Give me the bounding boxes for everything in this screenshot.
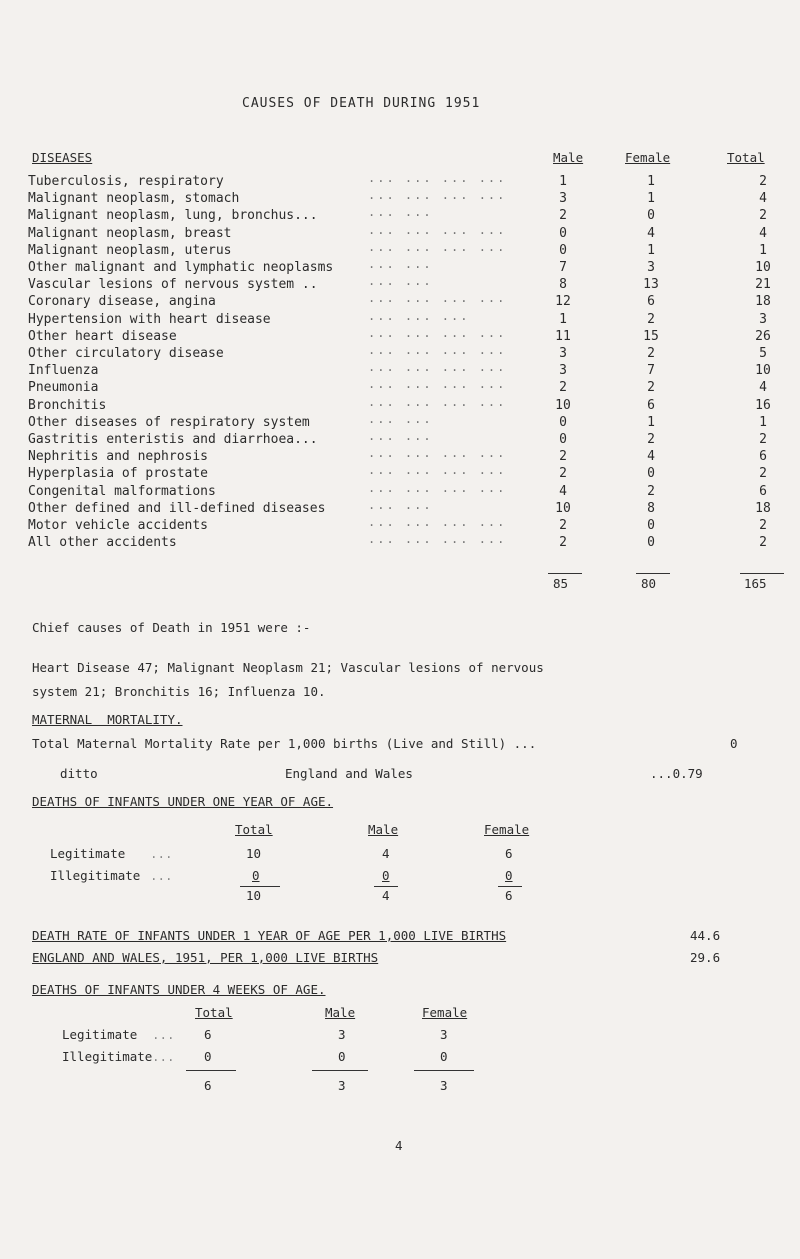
disease-total-count: 4 xyxy=(759,380,767,396)
infants-year-illegit-dots: ... xyxy=(150,868,173,883)
disease-label: Other diseases of respiratory system xyxy=(28,414,310,430)
disease-label: Nephritis and nephrosis xyxy=(28,449,209,465)
disease-female-count: 4 xyxy=(647,225,655,241)
disease-total-count: 16 xyxy=(755,397,771,413)
infants-4weeks-illegit-total: 0 xyxy=(204,1049,212,1064)
infants-year-sum-total: 10 xyxy=(246,888,262,903)
infants-4weeks-sum-male: 3 xyxy=(338,1078,346,1093)
disease-male-count: 3 xyxy=(559,346,567,361)
disease-female-count: 4 xyxy=(647,449,655,465)
disease-female-count: 2 xyxy=(647,432,655,447)
leader-dots: ... ... ... ... xyxy=(368,446,507,461)
disease-female-count: 0 xyxy=(647,535,655,551)
maternal-value-1: 0 xyxy=(730,736,738,751)
chief-line-1: Heart Disease 47; Malignant Neoplasm 21; Vascular lesions of nervous xyxy=(32,660,544,675)
disease-female-count: 15 xyxy=(643,328,659,344)
disease-label: Influenza xyxy=(28,363,99,379)
disease-male-count: 2 xyxy=(559,466,567,482)
leader-dots: ... ... ... ... xyxy=(368,532,507,547)
leader-dots: ... ... ... ... xyxy=(368,222,507,237)
disease-female-count: 2 xyxy=(647,311,655,327)
infants-4weeks-illegit-label: Illegitimate xyxy=(62,1049,153,1064)
infants-4weeks-sum-total: 6 xyxy=(204,1078,212,1093)
disease-male-count: 12 xyxy=(555,294,571,310)
infants-year-female-rule xyxy=(498,886,522,887)
disease-label: Other heart disease xyxy=(28,328,177,344)
disease-total-count: 6 xyxy=(759,483,767,499)
leader-dots: ... ... ... ... xyxy=(368,291,507,306)
infants-4weeks-legit-male: 3 xyxy=(338,1027,346,1042)
disease-male-count: 1 xyxy=(559,174,567,189)
infants-year-legit-male: 4 xyxy=(382,846,390,861)
infants-year-male-rule xyxy=(374,886,398,887)
disease-total-count: 4 xyxy=(759,225,767,241)
death-rate-line-1: DEATH RATE OF INFANTS UNDER 1 YEAR OF AGE PER 1,000 LIVE BIRTHS xyxy=(32,928,507,943)
leader-dots: ... ... ... ... xyxy=(368,325,507,340)
disease-label: Vascular lesions of nervous system .. xyxy=(28,277,318,293)
disease-female-count: 1 xyxy=(647,191,655,207)
diseases-header: DISEASES xyxy=(32,150,93,165)
infants-4weeks-female-rule xyxy=(414,1070,474,1071)
disease-label: Malignant neoplasm, lung, bronchus... xyxy=(28,208,318,224)
male-header: Male xyxy=(553,150,584,165)
disease-label: Pneumonia xyxy=(28,380,99,396)
infants-4weeks-legit-label: Legitimate xyxy=(62,1027,138,1042)
infants-4weeks-illegit-female: 0 xyxy=(440,1049,448,1064)
disease-label: Malignant neoplasm, uterus xyxy=(28,242,232,258)
disease-label: Hyperplasia of prostate xyxy=(28,466,209,482)
infants-4weeks-heading: DEATHS OF INFANTS UNDER 4 WEEKS OF AGE. xyxy=(32,982,326,997)
infants-4weeks-legit-dots: ... xyxy=(152,1027,175,1042)
disease-total-count: 3 xyxy=(759,311,767,327)
disease-total-count: 6 xyxy=(759,449,767,465)
disease-male-count: 0 xyxy=(559,242,567,258)
infants-year-illegit-female: 0 xyxy=(505,868,513,883)
disease-male-count: 2 xyxy=(559,518,567,533)
disease-female-count: 2 xyxy=(647,346,655,361)
disease-total-count: 18 xyxy=(755,500,771,516)
disease-female-count: 6 xyxy=(647,294,655,310)
infants-year-col-total: Total xyxy=(235,822,273,837)
disease-label: Other malignant and lymphatic neoplasms xyxy=(28,260,334,275)
infants-4weeks-col-female: Female xyxy=(422,1005,468,1020)
disease-label: Other defined and ill-defined diseases xyxy=(28,500,326,516)
disease-female-count: 1 xyxy=(647,242,655,258)
disease-label: Other circulatory disease xyxy=(28,346,224,361)
infants-year-heading: DEATHS OF INFANTS UNDER ONE YEAR OF AGE. xyxy=(32,794,334,809)
disease-male-count: 3 xyxy=(559,191,567,207)
infants-4weeks-male-rule xyxy=(312,1070,368,1071)
total-total-rule xyxy=(740,573,784,574)
female-header: Female xyxy=(625,150,671,165)
disease-male-count: 0 xyxy=(559,225,567,241)
disease-male-count: 11 xyxy=(555,328,571,344)
leader-dots: ... ... ... ... xyxy=(368,360,507,375)
infants-year-sum-male: 4 xyxy=(382,888,390,903)
disease-label: Malignant neoplasm, breast xyxy=(28,225,232,241)
disease-male-count: 2 xyxy=(559,380,567,396)
leader-dots: ... ... ... ... xyxy=(368,239,507,254)
disease-female-count: 2 xyxy=(647,483,655,499)
chief-heading: Chief causes of Death in 1951 were :- xyxy=(32,620,311,635)
infants-4weeks-legit-female: 3 xyxy=(440,1027,448,1042)
infants-year-total-rule xyxy=(240,886,280,887)
disease-female-count: 7 xyxy=(647,363,655,379)
disease-label: Motor vehicle accidents xyxy=(28,518,209,533)
disease-label: Bronchitis xyxy=(28,397,107,413)
infants-year-legit-dots: ... xyxy=(150,846,173,861)
disease-total-count: 2 xyxy=(759,208,767,224)
female-total: 80 xyxy=(641,576,657,591)
disease-male-count: 0 xyxy=(559,432,567,447)
disease-female-count: 0 xyxy=(647,208,655,224)
infants-4weeks-illegit-male: 0 xyxy=(338,1049,346,1064)
death-rate-value-2: 29.6 xyxy=(690,950,721,965)
infants-4weeks-col-male: Male xyxy=(325,1005,356,1020)
leader-dots: ... ... ... ... xyxy=(368,394,507,409)
disease-male-count: 8 xyxy=(559,277,567,293)
female-total-rule xyxy=(636,573,670,574)
infants-year-col-female: Female xyxy=(484,822,530,837)
infants-year-illegit-male: 0 xyxy=(382,868,390,883)
disease-male-count: 2 xyxy=(559,208,567,224)
maternal-heading: MATERNAL MORTALITY. xyxy=(32,712,183,727)
disease-male-count: 10 xyxy=(555,500,571,516)
disease-male-count: 2 xyxy=(559,535,567,551)
infants-year-legit-female: 6 xyxy=(505,846,513,861)
disease-total-count: 10 xyxy=(755,260,771,275)
disease-female-count: 1 xyxy=(647,174,655,189)
disease-label: Malignant neoplasm, stomach xyxy=(28,191,240,207)
disease-total-count: 2 xyxy=(759,432,767,447)
leader-dots: ... ... ... ... xyxy=(368,515,507,529)
leader-dots: ... ... xyxy=(368,257,433,271)
infants-4weeks-legit-total: 6 xyxy=(204,1027,212,1042)
disease-female-count: 13 xyxy=(643,277,659,293)
disease-total-count: 2 xyxy=(759,535,767,551)
page-number: 4 xyxy=(395,1138,403,1153)
leader-dots: ... ... ... ... xyxy=(368,188,507,203)
disease-total-count: 10 xyxy=(755,363,771,379)
leader-dots: ... ... ... xyxy=(368,308,470,323)
leader-dots: ... ... ... ... xyxy=(368,463,507,478)
disease-total-count: 1 xyxy=(759,242,767,258)
disease-female-count: 3 xyxy=(647,260,655,275)
disease-total-count: 2 xyxy=(759,466,767,482)
male-total-rule xyxy=(548,573,582,574)
death-rate-value-1: 44.6 xyxy=(690,928,721,943)
disease-female-count: 1 xyxy=(647,414,655,430)
infants-year-legit-label: Legitimate xyxy=(50,846,126,861)
disease-total-count: 2 xyxy=(759,518,767,533)
leader-dots: ... ... ... ... xyxy=(368,171,507,185)
leader-dots: ... ... xyxy=(368,274,433,289)
leader-dots: ... ... ... ... xyxy=(368,343,507,357)
disease-label: Tuberculosis, respiratory xyxy=(28,174,224,189)
disease-male-count: 3 xyxy=(559,363,567,379)
disease-female-count: 0 xyxy=(647,518,655,533)
leader-dots: ... ... ... ... xyxy=(368,480,507,495)
disease-label: Gastritis enteristis and diarrhoea... xyxy=(28,432,318,447)
disease-row xyxy=(28,532,788,552)
disease-male-count: 2 xyxy=(559,449,567,465)
maternal-england-wales: England and Wales xyxy=(285,766,413,781)
disease-female-count: 2 xyxy=(647,380,655,396)
grand-total: 165 xyxy=(744,576,767,591)
disease-total-count: 21 xyxy=(755,277,771,293)
page-title: CAUSES OF DEATH DURING 1951 xyxy=(242,96,481,111)
disease-female-count: 6 xyxy=(647,397,655,413)
disease-total-count: 2 xyxy=(759,174,767,189)
leader-dots: ... ... xyxy=(368,429,433,443)
death-rate-line-2: ENGLAND AND WALES, 1951, PER 1,000 LIVE BIRTHS xyxy=(32,950,379,965)
disease-label: Congenital malformations xyxy=(28,483,216,499)
disease-label: All other accidents xyxy=(28,535,177,551)
maternal-ditto: ditto xyxy=(60,766,98,781)
leader-dots: ... ... ... ... xyxy=(368,377,507,392)
infants-4weeks-illegit-dots: ... xyxy=(152,1049,175,1064)
infants-4weeks-sum-female: 3 xyxy=(440,1078,448,1093)
disease-female-count: 8 xyxy=(647,500,655,516)
maternal-line-1: Total Maternal Mortality Rate per 1,000 births (Live and Still) ... xyxy=(32,736,537,751)
leader-dots: ... ... xyxy=(368,411,433,426)
disease-male-count: 10 xyxy=(555,397,571,413)
disease-total-count: 5 xyxy=(759,346,767,361)
infants-year-legit-total: 10 xyxy=(246,846,262,861)
infants-year-illegit-label: Illegitimate xyxy=(50,868,141,883)
maternal-value-2: ...0.79 xyxy=(650,766,703,781)
infants-year-illegit-total: 0 xyxy=(252,868,260,883)
leader-dots: ... ... xyxy=(368,497,433,512)
male-total: 85 xyxy=(553,576,569,591)
disease-male-count: 7 xyxy=(559,260,567,275)
disease-total-count: 4 xyxy=(759,191,767,207)
chief-line-2: system 21; Bronchitis 16; Influenza 10. xyxy=(32,684,326,699)
infants-4weeks-col-total: Total xyxy=(195,1005,233,1020)
disease-total-count: 26 xyxy=(755,328,771,344)
disease-female-count: 0 xyxy=(647,466,655,482)
total-header: Total xyxy=(727,150,765,165)
infants-year-sum-female: 6 xyxy=(505,888,513,903)
disease-total-count: 18 xyxy=(755,294,771,310)
disease-male-count: 1 xyxy=(559,311,567,327)
disease-label: Hypertension with heart disease xyxy=(28,311,271,327)
infants-4weeks-total-rule xyxy=(186,1070,236,1071)
leader-dots: ... ... xyxy=(368,205,433,220)
disease-male-count: 0 xyxy=(559,414,567,430)
disease-total-count: 1 xyxy=(759,414,767,430)
disease-label: Coronary disease, angina xyxy=(28,294,216,310)
disease-male-count: 4 xyxy=(559,483,567,499)
infants-year-col-male: Male xyxy=(368,822,399,837)
